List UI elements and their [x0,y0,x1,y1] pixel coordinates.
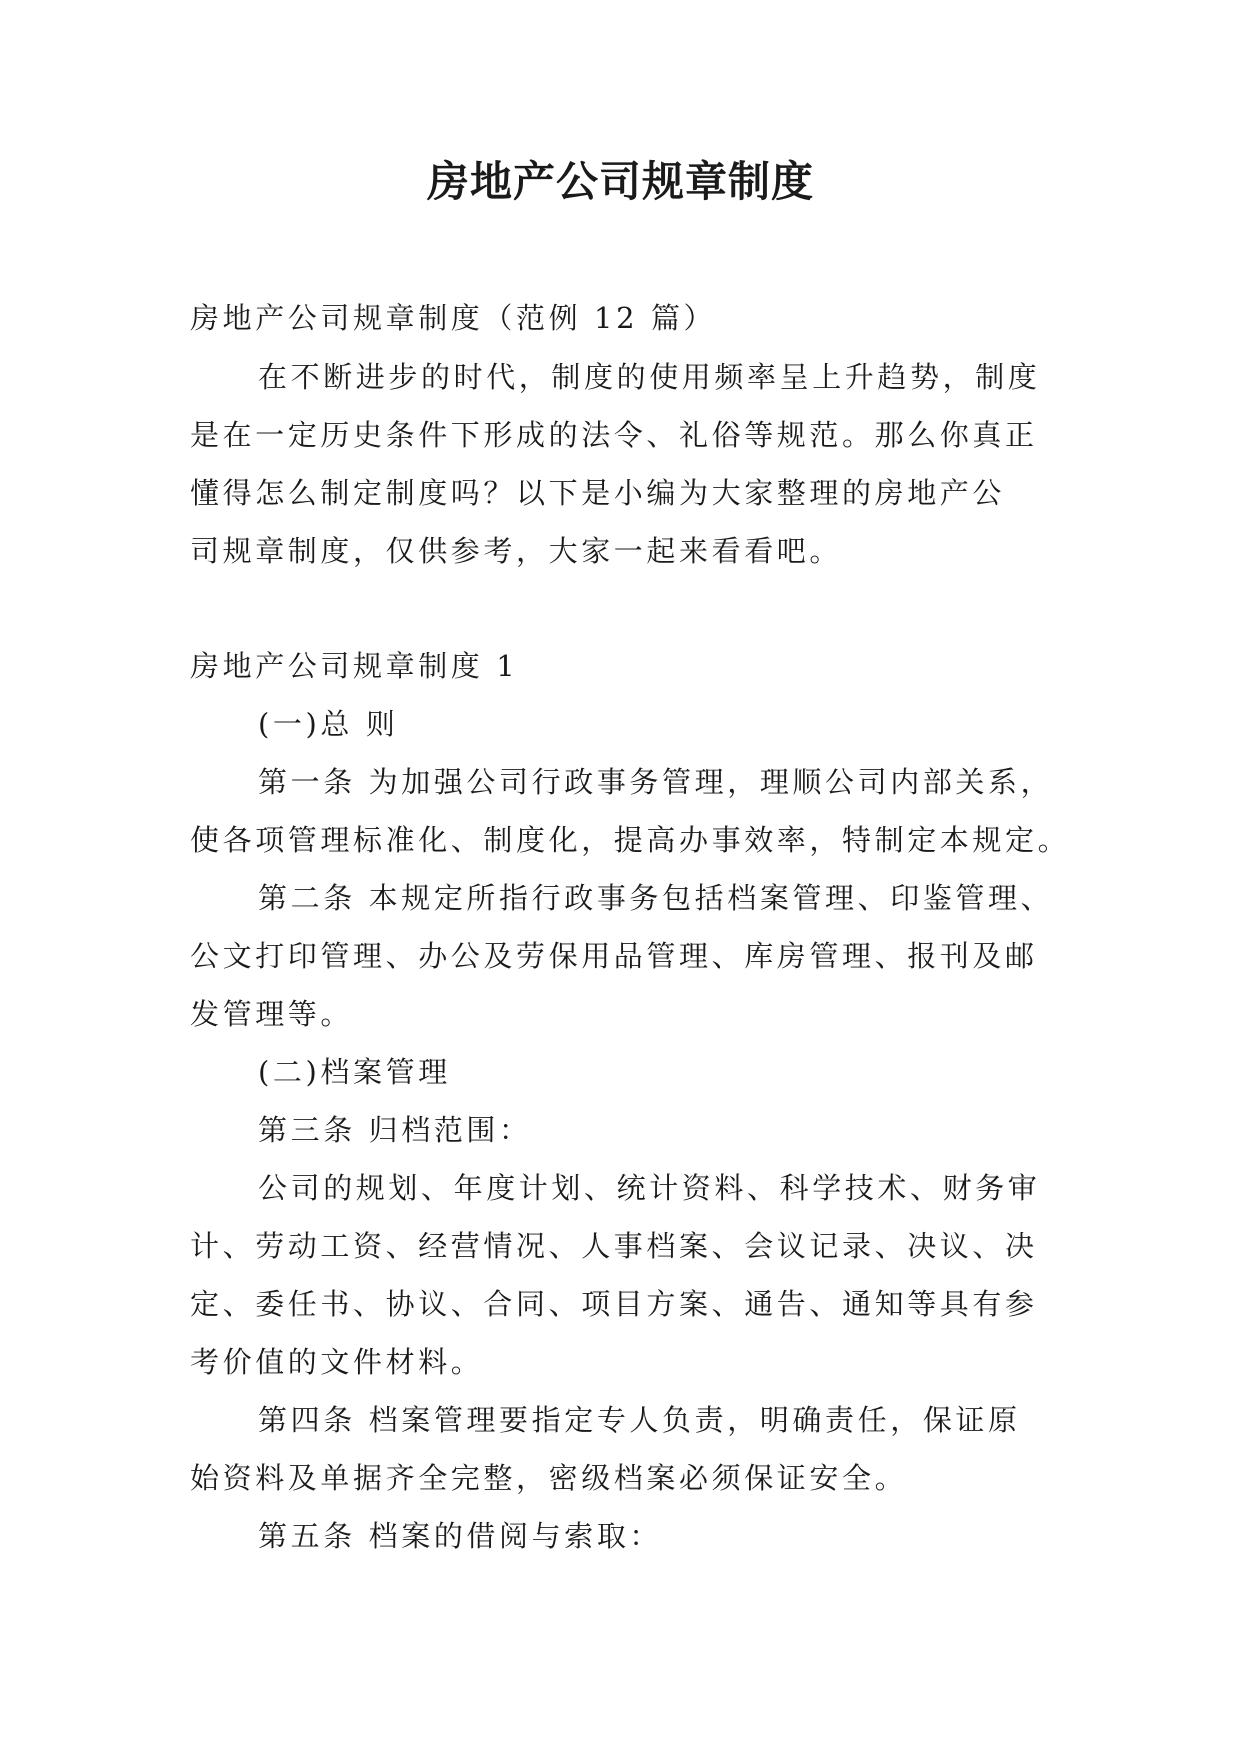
intro-paragraph-line: 懂得怎么制定制度吗？以下是小编为大家整理的房地产公 [190,476,1006,510]
section-heading: 房地产公司规章制度 1 [190,649,519,683]
article-line: 考价值的文件材料。 [190,1345,484,1379]
intro-paragraph-line: 司规章制度，仅供参考，大家一起来看看吧。 [190,534,843,568]
chapter-heading: (一)总 则 [258,707,399,741]
article-line: 公司的规划、年度计划、统计资料、科学技术、财务审 [258,1171,1041,1205]
doc-subtitle: 房地产公司规章制度（范例 12 篇） [190,301,717,335]
chapter-heading: (二)档案管理 [258,1055,451,1089]
intro-paragraph-line: 在不断进步的时代，制度的使用频率呈上升趋势，制度 [258,360,1041,394]
article-line: 第一条 为加强公司行政事务管理，理顺公司内部关系， [258,765,1054,799]
intro-paragraph-line: 是在一定历史条件下形成的法令、礼俗等规范。那么你真正 [190,418,1038,452]
article-line: 第二条 本规定所指行政事务包括档案管理、印鉴管理、 [258,881,1054,915]
article-line: 使各项管理标准化、制度化，提高办事效率，特制定本规定。 [190,823,1071,857]
article-line: 第四条 档案管理要指定专人负责，明确责任，保证原 [258,1403,1021,1437]
article-line: 第三条 归档范围： [258,1113,532,1147]
article-line: 定、委任书、协议、合同、项目方案、通告、通知等具有参 [190,1287,1038,1321]
article-line: 始资料及单据齐全完整，密级档案必须保证安全。 [190,1461,908,1495]
article-line: 公文打印管理、办公及劳保用品管理、库房管理、报刊及邮 [190,939,1038,973]
document-title: 房地产公司规章制度 [426,157,814,206]
article-line: 发管理等。 [190,997,354,1031]
article-line: 第五条 档案的借阅与索取： [258,1519,663,1553]
article-line: 计、劳动工资、经营情况、人事档案、会议记录、决议、决 [190,1229,1038,1263]
